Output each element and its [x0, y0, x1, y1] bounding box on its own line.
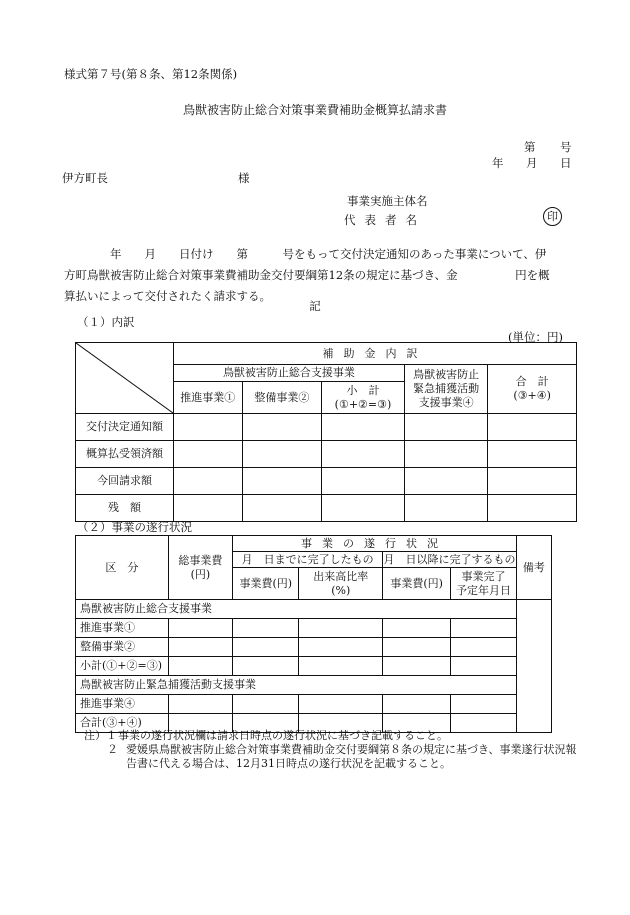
row-label: 推進事業① [76, 619, 169, 638]
diagonal-cell [76, 343, 174, 414]
amount-cell[interactable] [488, 468, 577, 495]
amount-cell[interactable] [242, 495, 322, 522]
row-label: 合計(③+④) [76, 714, 169, 733]
notes [84, 729, 584, 771]
note-1 [84, 729, 584, 743]
header-completion-line: 事業完了 [461, 569, 506, 583]
header-subsidy-breakdown: 補助金内訳 [174, 343, 577, 365]
header-group1: 鳥獣被害防止総合支援事業 [174, 365, 405, 382]
note-lead: ２ [107, 743, 118, 756]
group-row: 鳥獣被害防止緊急捕獲活動支援事業 [76, 676, 517, 695]
body-line: 年 月 日付け 第 号をもって交付決定通知のあった事業について、伊 [64, 247, 547, 261]
header-group2-line: 鳥獣被害防止 [413, 368, 480, 381]
remarks-cell[interactable] [516, 600, 551, 733]
value-cell[interactable] [299, 657, 383, 676]
header-subtotal-line: 小 計 [346, 383, 380, 397]
note-2 [84, 743, 584, 771]
header-completion-line: 予定年月日 [456, 583, 512, 597]
amount-cell[interactable] [242, 441, 322, 468]
header-remarks: 備考 [516, 536, 551, 600]
amount-cell[interactable] [404, 414, 487, 441]
amount-cell[interactable] [404, 495, 487, 522]
unit-label: (単位：円) [508, 330, 563, 344]
header-subtotal-line: (①+②=③) [334, 397, 392, 411]
value-cell[interactable] [168, 657, 232, 676]
value-cell[interactable] [383, 695, 451, 714]
value-cell[interactable] [299, 638, 383, 657]
header-done: 月 日までに完了したもの [233, 552, 383, 568]
header-subtotal [322, 382, 405, 414]
amount-cell[interactable] [322, 414, 405, 441]
value-cell[interactable] [168, 619, 232, 638]
section2-heading: （２）事業の遂行状況 [77, 520, 192, 534]
header-total-cost-line: 総事業費 [178, 553, 223, 567]
header-group2-line: 緊急捕獲活動 [413, 382, 480, 395]
value-cell[interactable] [383, 657, 451, 676]
header-group2-line: 支援事業④ [418, 396, 474, 409]
header-cost1: 事業費(円) [233, 568, 299, 600]
number-prefix: 第 [524, 140, 536, 154]
entity-label: 事業実施主体名 [347, 194, 428, 208]
value-cell[interactable] [168, 638, 232, 657]
header-rate-line: (%) [331, 583, 351, 597]
representative-label: 代表者名 [344, 213, 426, 227]
header-status: 事業の遂行状況 [233, 536, 517, 552]
value-cell[interactable] [233, 619, 299, 638]
ki-marker: 記 [309, 299, 321, 313]
progress-table [75, 535, 552, 733]
header-promo: 推進事業① [174, 382, 243, 414]
header-completion [451, 568, 517, 600]
value-cell[interactable] [233, 695, 299, 714]
value-cell[interactable] [168, 695, 232, 714]
amount-cell[interactable] [404, 468, 487, 495]
seal-mark: 印 [543, 207, 562, 226]
row-label: 交付決定通知額 [76, 414, 174, 441]
note-text: 愛媛県鳥獣被害防止総合対策事業費補助金交付要綱第８条の規定に基づき、事業遂行状況報告書に代える場合は、12月31日時点の遂行状況を記載すること。 [126, 743, 577, 770]
number-suffix: 号 [560, 140, 572, 154]
date-day: 日 [560, 156, 572, 170]
row-label: 残 額 [76, 495, 174, 522]
header-total [488, 365, 577, 414]
header-total-cost [168, 536, 232, 600]
header-kubun: 区 分 [76, 536, 169, 600]
value-cell[interactable] [383, 638, 451, 657]
value-cell[interactable] [451, 657, 517, 676]
value-cell[interactable] [383, 619, 451, 638]
body-line: 方町鳥獣被害防止総合対策事業費補助金交付要綱第12条の規定に基づき、金 円を概 [64, 268, 550, 282]
amount-cell[interactable] [488, 414, 577, 441]
row-label: 概算払受領済額 [76, 441, 174, 468]
form-number: 様式第７号(第８条、第12条関係) [64, 67, 238, 81]
amount-cell[interactable] [174, 414, 243, 441]
note-text: 事業の遂行状況欄は請求日時点の遂行状況に基づき記載すること。 [118, 729, 448, 742]
amount-cell[interactable] [174, 441, 243, 468]
amount-cell[interactable] [322, 468, 405, 495]
body-line: 算払いによって交付されたく請求する。 [64, 289, 271, 303]
section1-heading: （１）内訳 [77, 315, 135, 329]
amount-cell[interactable] [488, 441, 577, 468]
row-label: 推進事業④ [76, 695, 169, 714]
header-maint: 整備事業② [242, 382, 322, 414]
value-cell[interactable] [451, 619, 517, 638]
date-year: 年 [492, 156, 504, 170]
amount-cell[interactable] [322, 441, 405, 468]
amount-cell[interactable] [488, 495, 577, 522]
header-cost2: 事業費(円) [383, 568, 451, 600]
diagonal-line [76, 343, 173, 413]
document-title: 鳥獣被害防止総合対策事業費補助金概算払請求書 [182, 103, 447, 117]
value-cell[interactable] [299, 619, 383, 638]
value-cell[interactable] [299, 695, 383, 714]
header-rate [299, 568, 383, 600]
group-row: 鳥獣被害防止総合支援事業 [76, 600, 517, 619]
header-rate-line: 出来高比率 [313, 569, 369, 583]
value-cell[interactable] [233, 638, 299, 657]
header-after: 月 日以降に完了するもの [383, 552, 516, 566]
row-label: 整備事業② [76, 638, 169, 657]
amount-cell[interactable] [322, 495, 405, 522]
value-cell[interactable] [451, 695, 517, 714]
breakdown-table [75, 342, 577, 522]
amount-cell[interactable] [242, 468, 322, 495]
amount-cell[interactable] [404, 441, 487, 468]
header-total-line: 合 計 [515, 375, 549, 388]
honorific: 様 [238, 171, 250, 185]
header-total-cost-line: (円) [190, 567, 211, 581]
amount-cell[interactable] [174, 468, 243, 495]
date-month: 月 [526, 156, 538, 170]
amount-cell[interactable] [242, 414, 322, 441]
row-label: 今回請求額 [76, 468, 174, 495]
amount-cell[interactable] [174, 495, 243, 522]
header-group2 [404, 365, 487, 414]
addressee: 伊方町長 [62, 171, 108, 185]
note-lead: 注）１ [84, 729, 117, 742]
header-total-line: (③+④) [513, 389, 551, 402]
value-cell[interactable] [451, 638, 517, 657]
value-cell[interactable] [233, 657, 299, 676]
row-label: 小計(①+②=③) [76, 657, 169, 676]
